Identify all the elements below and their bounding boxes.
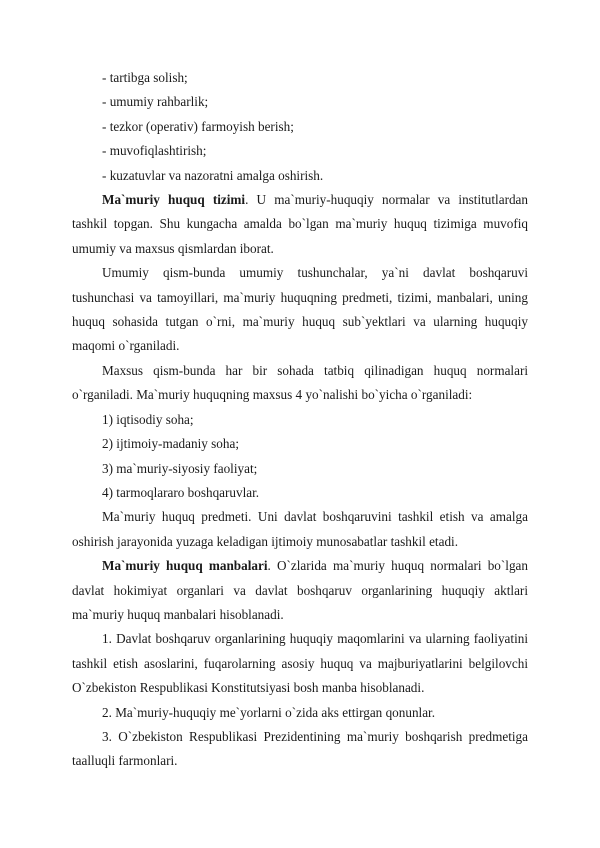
paragraph-text: . O`zlarida ma`muriy huquq normalari bo`lgan davlat hokimiyat organlari va davlat boshqaruv organlarining huquqiy aktlari ma`muriy huquq manbalari hisoblanadi.: [72, 558, 529, 622]
list-item: - muvofiqlashtirish;: [102, 143, 207, 159]
term-heading: Ma`muriy huquq manbalari: [102, 558, 268, 574]
list-item: 2) ijtimoiy-madaniy soha;: [102, 436, 239, 452]
paragraph-text: . U ma`muriy-huquqiy normalar va institutlardan tashkil topgan. Shu kungacha amalda bo`lgan ma`muriy huquq tizimiga muvofiq umumiy va maxsus qismlardan iborat.: [72, 192, 528, 256]
paragraph-sources: [72, 554, 528, 627]
paragraph-general-part: Umumiy qism-bunda umumiy tushunchalar, ya`ni davlat boshqaruvi tushunchasi va tamoyillari, ma`muriy huquqning predmeti, tizimi, manbalari, uning huquq sohasida tutgan o`rni, ma`muriy huquq sub`yektlari va ularning huquqiy maqomi o`rganiladi.: [72, 265, 528, 354]
list-item: 1) iqtisodiy soha;: [102, 411, 194, 427]
directions-list: [72, 408, 528, 506]
list-item: - kuzatuvlar va nazoratni amalga oshirish.: [102, 167, 324, 183]
paragraph-source-1: 1. Davlat boshqaruv organlarining huquqiy maqomlarini va ularning faoliyatini tashkil etish asoslarini, fuqarolarning asosiy huquq va majburiyatlarini belgilovchi O`zbekiston Respublikasi Konstitutsiyasi bosh manba hisoblanadi.: [72, 631, 528, 696]
paragraph-source-2: 2. Ma`muriy-huquqiy me`yorlarni o`zida aks ettirgan qonunlar.: [102, 704, 436, 720]
paragraph-source-3: 3. O`zbekiston Respublikasi Prezidentining ma`muriy boshqarish predmetiga taalluqli farmonlari.: [72, 728, 528, 769]
list-item: - tezkor (operativ) farmoyish berish;: [102, 118, 294, 134]
list-item: - tartibga solish;: [102, 70, 188, 85]
list-item: 3) ma`muriy-siyosiy faoliyat;: [102, 460, 258, 476]
list-item: - umumiy rahbarlik;: [102, 94, 209, 110]
document-body: [72, 66, 528, 774]
paragraph-special-part: Maxsus qism-bunda har bir sohada tatbiq qilinadigan huquq normalari o`rganiladi. Ma`muriy huquqning maxsus 4 yo`nalishi bo`yicha o`rganiladi:: [72, 362, 528, 403]
functions-list: [72, 66, 528, 188]
term-heading: Ma`muriy huquq tizimi: [102, 192, 246, 208]
paragraph-subject: Ma`muriy huquq predmeti. Uni davlat boshqaruvini tashkil etish va amalga oshirish jarayonida yuzaga keladigan ijtimoiy munosabatlar tashkil etadi.: [72, 509, 528, 549]
list-item: 4) tarmoqlararo boshqaruvlar.: [102, 484, 260, 500]
paragraph-system: [72, 188, 528, 261]
